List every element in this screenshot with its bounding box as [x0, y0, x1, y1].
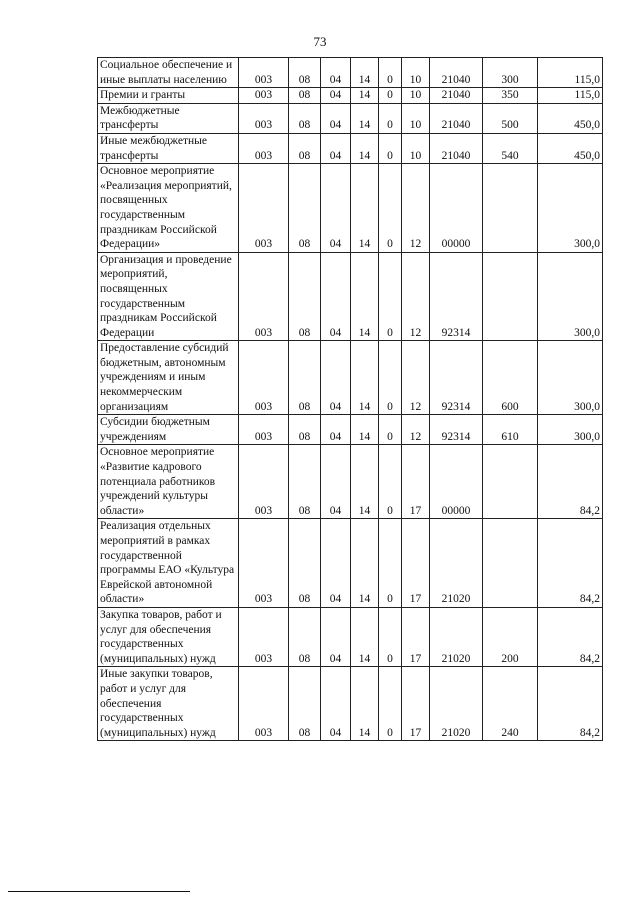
table-row — [98, 103, 603, 133]
table-row — [98, 415, 603, 445]
code-cell-ministry: 003 — [239, 164, 289, 253]
amount-cell: 115,0 — [538, 58, 603, 88]
amount-cell: 84,2 — [538, 607, 603, 666]
code-cell-subprogram: 0 — [379, 164, 402, 253]
code-cell-subsection: 04 — [321, 252, 351, 341]
table-row — [98, 58, 603, 88]
code-cell-expense-type — [483, 252, 538, 341]
code-cell-subprogram: 0 — [379, 58, 402, 88]
code-cell-section: 08 — [289, 103, 321, 133]
row-name-cell: Организация и проведение мероприятий, посвященных государственным праздникам Российской Федерации — [98, 252, 239, 341]
code-cell-ministry: 003 — [239, 133, 289, 163]
code-cell-subsection: 04 — [321, 103, 351, 133]
code-cell-ministry: 003 — [239, 607, 289, 666]
table-row — [98, 252, 603, 341]
row-name-cell: Закупка товаров, работ и услуг для обеспечения государственных (муниципальных) нужд — [98, 607, 239, 666]
code-cell-subprogram: 0 — [379, 133, 402, 163]
code-cell-expense-type — [483, 445, 538, 519]
code-cell-program: 14 — [351, 667, 379, 741]
code-cell-expense-type: 600 — [483, 341, 538, 415]
code-cell-event: 10 — [402, 88, 430, 104]
code-cell-direction: 00000 — [430, 164, 483, 253]
code-cell-section: 08 — [289, 519, 321, 608]
table-row — [98, 519, 603, 608]
code-cell-subprogram: 0 — [379, 103, 402, 133]
code-cell-section: 08 — [289, 415, 321, 445]
row-name-cell: Субсидии бюджетным учреждениям — [98, 415, 239, 445]
code-cell-event: 12 — [402, 164, 430, 253]
table-row — [98, 667, 603, 741]
row-name-cell: Реализация отдельных мероприятий в рамках государственной программы ЕАО «Культура Еврейской автономной области» — [98, 519, 239, 608]
code-cell-direction: 92314 — [430, 341, 483, 415]
code-cell-event: 17 — [402, 607, 430, 666]
table-row — [98, 133, 603, 163]
code-cell-ministry: 003 — [239, 252, 289, 341]
code-cell-subprogram: 0 — [379, 445, 402, 519]
code-cell-direction: 21040 — [430, 133, 483, 163]
code-cell-program: 14 — [351, 58, 379, 88]
code-cell-expense-type: 540 — [483, 133, 538, 163]
code-cell-program: 14 — [351, 88, 379, 104]
code-cell-ministry: 003 — [239, 445, 289, 519]
code-cell-event: 12 — [402, 252, 430, 341]
code-cell-subsection: 04 — [321, 415, 351, 445]
code-cell-subprogram: 0 — [379, 519, 402, 608]
budget-table — [97, 57, 603, 741]
code-cell-subsection: 04 — [321, 607, 351, 666]
code-cell-section: 08 — [289, 58, 321, 88]
code-cell-ministry: 003 — [239, 88, 289, 104]
amount-cell: 300,0 — [538, 252, 603, 341]
table-row — [98, 445, 603, 519]
code-cell-ministry: 003 — [239, 415, 289, 445]
code-cell-direction: 21040 — [430, 103, 483, 133]
code-cell-event: 17 — [402, 667, 430, 741]
code-cell-expense-type: 240 — [483, 667, 538, 741]
amount-cell: 84,2 — [538, 667, 603, 741]
code-cell-subprogram: 0 — [379, 252, 402, 341]
table-row — [98, 88, 603, 104]
code-cell-event: 12 — [402, 341, 430, 415]
code-cell-subsection: 04 — [321, 445, 351, 519]
code-cell-direction: 21040 — [430, 58, 483, 88]
code-cell-expense-type: 200 — [483, 607, 538, 666]
code-cell-event: 17 — [402, 519, 430, 608]
code-cell-ministry: 003 — [239, 58, 289, 88]
code-cell-subsection: 04 — [321, 88, 351, 104]
code-cell-event: 10 — [402, 58, 430, 88]
code-cell-section: 08 — [289, 445, 321, 519]
code-cell-ministry: 003 — [239, 667, 289, 741]
amount-cell: 450,0 — [538, 133, 603, 163]
code-cell-program: 14 — [351, 445, 379, 519]
code-cell-subsection: 04 — [321, 58, 351, 88]
code-cell-subprogram: 0 — [379, 607, 402, 666]
amount-cell: 300,0 — [538, 164, 603, 253]
code-cell-program: 14 — [351, 164, 379, 253]
code-cell-event: 12 — [402, 415, 430, 445]
row-name-cell: Основное мероприятие «Реализация мероприятий, посвященных государственным праздникам Российской Федерации» — [98, 164, 239, 253]
row-name-cell: Премии и гранты — [98, 88, 239, 104]
code-cell-direction: 21020 — [430, 667, 483, 741]
code-cell-subsection: 04 — [321, 133, 351, 163]
code-cell-subsection: 04 — [321, 667, 351, 741]
amount-cell: 450,0 — [538, 103, 603, 133]
code-cell-direction: 92314 — [430, 415, 483, 445]
code-cell-subprogram: 0 — [379, 88, 402, 104]
code-cell-direction: 92314 — [430, 252, 483, 341]
code-cell-subsection: 04 — [321, 164, 351, 253]
code-cell-direction: 21020 — [430, 607, 483, 666]
code-cell-expense-type: 500 — [483, 103, 538, 133]
amount-cell: 84,2 — [538, 445, 603, 519]
row-name-cell: Предоставление субсидий бюджетным, автономным учреждениям и иным некоммерческим организациям — [98, 341, 239, 415]
code-cell-event: 17 — [402, 445, 430, 519]
code-cell-section: 08 — [289, 667, 321, 741]
code-cell-subsection: 04 — [321, 341, 351, 415]
code-cell-direction: 21020 — [430, 519, 483, 608]
code-cell-subprogram: 0 — [379, 341, 402, 415]
code-cell-subprogram: 0 — [379, 415, 402, 445]
footnote-separator — [8, 891, 190, 892]
code-cell-subprogram: 0 — [379, 667, 402, 741]
amount-cell: 300,0 — [538, 341, 603, 415]
page-number: 73 — [313, 34, 327, 49]
code-cell-direction: 21040 — [430, 88, 483, 104]
amount-cell: 115,0 — [538, 88, 603, 104]
row-name-cell: Основное мероприятие «Развитие кадрового потенциала работников учреждений культуры области» — [98, 445, 239, 519]
code-cell-section: 08 — [289, 133, 321, 163]
code-cell-expense-type — [483, 164, 538, 253]
code-cell-section: 08 — [289, 252, 321, 341]
code-cell-section: 08 — [289, 164, 321, 253]
code-cell-expense-type: 610 — [483, 415, 538, 445]
table-row — [98, 164, 603, 253]
code-cell-program: 14 — [351, 133, 379, 163]
code-cell-direction: 00000 — [430, 445, 483, 519]
code-cell-program: 14 — [351, 341, 379, 415]
table-row — [98, 607, 603, 666]
amount-cell: 84,2 — [538, 519, 603, 608]
code-cell-expense-type — [483, 519, 538, 608]
amount-cell: 300,0 — [538, 415, 603, 445]
table-row — [98, 341, 603, 415]
code-cell-expense-type: 350 — [483, 88, 538, 104]
code-cell-ministry: 003 — [239, 103, 289, 133]
code-cell-ministry: 003 — [239, 341, 289, 415]
code-cell-program: 14 — [351, 519, 379, 608]
code-cell-program: 14 — [351, 607, 379, 666]
code-cell-ministry: 003 — [239, 519, 289, 608]
code-cell-program: 14 — [351, 415, 379, 445]
code-cell-program: 14 — [351, 103, 379, 133]
table-body — [98, 58, 603, 741]
row-name-cell: Иные закупки товаров, работ и услуг для обеспечения государственных (муниципальных) нужд — [98, 667, 239, 741]
code-cell-subsection: 04 — [321, 519, 351, 608]
row-name-cell: Социальное обеспечение и иные выплаты населению — [98, 58, 239, 88]
code-cell-section: 08 — [289, 607, 321, 666]
code-cell-event: 10 — [402, 133, 430, 163]
code-cell-section: 08 — [289, 88, 321, 104]
row-name-cell: Иные межбюджетные трансферты — [98, 133, 239, 163]
code-cell-section: 08 — [289, 341, 321, 415]
code-cell-program: 14 — [351, 252, 379, 341]
code-cell-event: 10 — [402, 103, 430, 133]
code-cell-expense-type: 300 — [483, 58, 538, 88]
row-name-cell: Межбюджетные трансферты — [98, 103, 239, 133]
